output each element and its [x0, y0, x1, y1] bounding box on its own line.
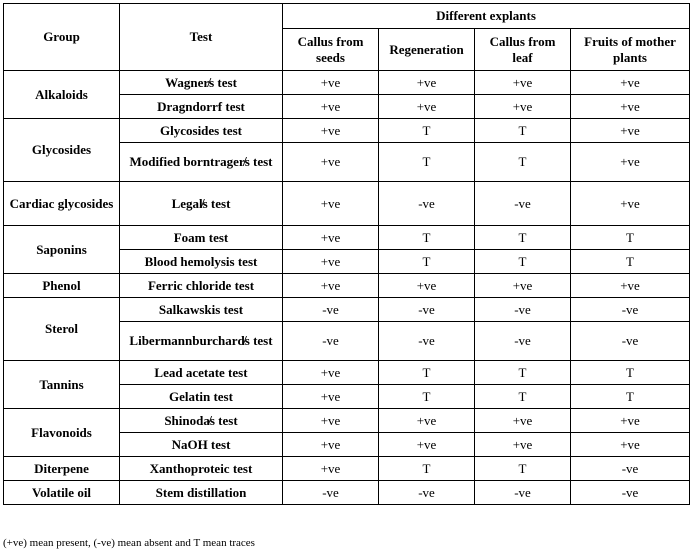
- result-cell: +ve: [379, 274, 475, 298]
- test-cell: NaOH test: [120, 433, 283, 457]
- result-cell: T: [379, 250, 475, 274]
- result-cell: +ve: [283, 457, 379, 481]
- result-cell: +ve: [571, 95, 690, 119]
- result-cell: -ve: [571, 298, 690, 322]
- result-cell: +ve: [283, 361, 379, 385]
- result-cell: +ve: [571, 143, 690, 182]
- header-callus-from-leaf: Callus from leaf: [475, 29, 571, 71]
- header-test: Test: [120, 4, 283, 71]
- result-cell: +ve: [379, 71, 475, 95]
- result-cell: -ve: [283, 298, 379, 322]
- result-cell: +ve: [571, 182, 690, 226]
- table-row: [4, 409, 690, 433]
- result-cell: +ve: [283, 409, 379, 433]
- result-cell: +ve: [475, 409, 571, 433]
- result-cell: +ve: [571, 274, 690, 298]
- header-regeneration: Regeneration: [379, 29, 475, 71]
- group-cell: Volatile oil: [4, 481, 120, 505]
- result-cell: +ve: [571, 433, 690, 457]
- result-cell: +ve: [283, 226, 379, 250]
- table-row: [4, 361, 690, 385]
- result-cell: T: [475, 250, 571, 274]
- result-cell: -ve: [475, 322, 571, 361]
- result-cell: -ve: [379, 182, 475, 226]
- group-cell: Cardiac glycosides: [4, 182, 120, 226]
- result-cell: +ve: [283, 385, 379, 409]
- result-cell: T: [571, 385, 690, 409]
- result-cell: -ve: [283, 322, 379, 361]
- result-cell: -ve: [571, 322, 690, 361]
- result-cell: T: [571, 361, 690, 385]
- result-cell: T: [379, 119, 475, 143]
- result-cell: T: [379, 143, 475, 182]
- result-cell: +ve: [283, 250, 379, 274]
- result-cell: +ve: [571, 71, 690, 95]
- test-cell: Blood hemolysis test: [120, 250, 283, 274]
- result-cell: +ve: [283, 95, 379, 119]
- group-cell: Flavonoids: [4, 409, 120, 457]
- result-cell: -ve: [475, 481, 571, 505]
- test-cell: Glycosides test: [120, 119, 283, 143]
- result-cell: -ve: [379, 298, 475, 322]
- result-cell: -ve: [475, 298, 571, 322]
- result-cell: -ve: [379, 481, 475, 505]
- result-cell: T: [379, 361, 475, 385]
- table-row: [4, 298, 690, 322]
- result-cell: T: [475, 143, 571, 182]
- result-cell: +ve: [379, 95, 475, 119]
- result-cell: -ve: [571, 481, 690, 505]
- result-cell: T: [379, 385, 475, 409]
- test-cell: Salkawskis test: [120, 298, 283, 322]
- table-body: [4, 71, 690, 505]
- result-cell: +ve: [283, 71, 379, 95]
- test-cell: Lead acetate test: [120, 361, 283, 385]
- result-cell: +ve: [571, 409, 690, 433]
- result-cell: +ve: [571, 119, 690, 143]
- group-cell: Saponins: [4, 226, 120, 274]
- group-cell: Diterpene: [4, 457, 120, 481]
- result-cell: +ve: [475, 433, 571, 457]
- test-cell: Xanthoproteic test: [120, 457, 283, 481]
- test-cell: Stem distillation: [120, 481, 283, 505]
- result-cell: T: [475, 457, 571, 481]
- test-cell: Gelatin test: [120, 385, 283, 409]
- footnote: (+ve) mean present, (-ve) mean absent and T mean traces: [3, 537, 255, 549]
- result-cell: +ve: [283, 119, 379, 143]
- result-cell: +ve: [283, 143, 379, 182]
- result-cell: T: [475, 226, 571, 250]
- result-cell: T: [475, 361, 571, 385]
- group-cell: Sterol: [4, 298, 120, 361]
- table-row: [4, 182, 690, 226]
- result-cell: T: [379, 226, 475, 250]
- result-cell: +ve: [283, 182, 379, 226]
- result-cell: T: [475, 385, 571, 409]
- result-cell: +ve: [283, 274, 379, 298]
- result-cell: T: [475, 119, 571, 143]
- group-cell: Phenol: [4, 274, 120, 298]
- test-cell: Wagner̸s test: [120, 71, 283, 95]
- table-row: [4, 226, 690, 250]
- table-header: [4, 4, 690, 71]
- test-cell: Ferric chloride test: [120, 274, 283, 298]
- test-cell: Legal̸s test: [120, 182, 283, 226]
- header-fruits-of-mother-plants: Fruits of mother plants: [571, 29, 690, 71]
- result-cell: +ve: [379, 409, 475, 433]
- table-row: [4, 119, 690, 143]
- table-row: [4, 457, 690, 481]
- test-cell: Dragndorrf test: [120, 95, 283, 119]
- result-cell: +ve: [475, 274, 571, 298]
- result-cell: +ve: [379, 433, 475, 457]
- group-cell: Glycosides: [4, 119, 120, 182]
- header-group: Group: [4, 4, 120, 71]
- table-row: [4, 71, 690, 95]
- header-different-explants: Different explants: [283, 4, 690, 29]
- result-cell: +ve: [475, 95, 571, 119]
- result-cell: +ve: [475, 71, 571, 95]
- header-callus-from-seeds: Callus from seeds: [283, 29, 379, 71]
- test-cell: Libermannburchard̸s test: [120, 322, 283, 361]
- test-cell: Modified borntrager̸s test: [120, 143, 283, 182]
- test-cell: Shinoda̸s test: [120, 409, 283, 433]
- group-cell: Alkaloids: [4, 71, 120, 119]
- table-row: [4, 274, 690, 298]
- test-cell: Foam test: [120, 226, 283, 250]
- group-cell: Tannins: [4, 361, 120, 409]
- table-row: [4, 481, 690, 505]
- phytochemical-table: [3, 3, 690, 505]
- result-cell: -ve: [283, 481, 379, 505]
- result-cell: T: [379, 457, 475, 481]
- result-cell: -ve: [379, 322, 475, 361]
- result-cell: -ve: [475, 182, 571, 226]
- result-cell: T: [571, 250, 690, 274]
- result-cell: +ve: [283, 433, 379, 457]
- result-cell: -ve: [571, 457, 690, 481]
- result-cell: T: [571, 226, 690, 250]
